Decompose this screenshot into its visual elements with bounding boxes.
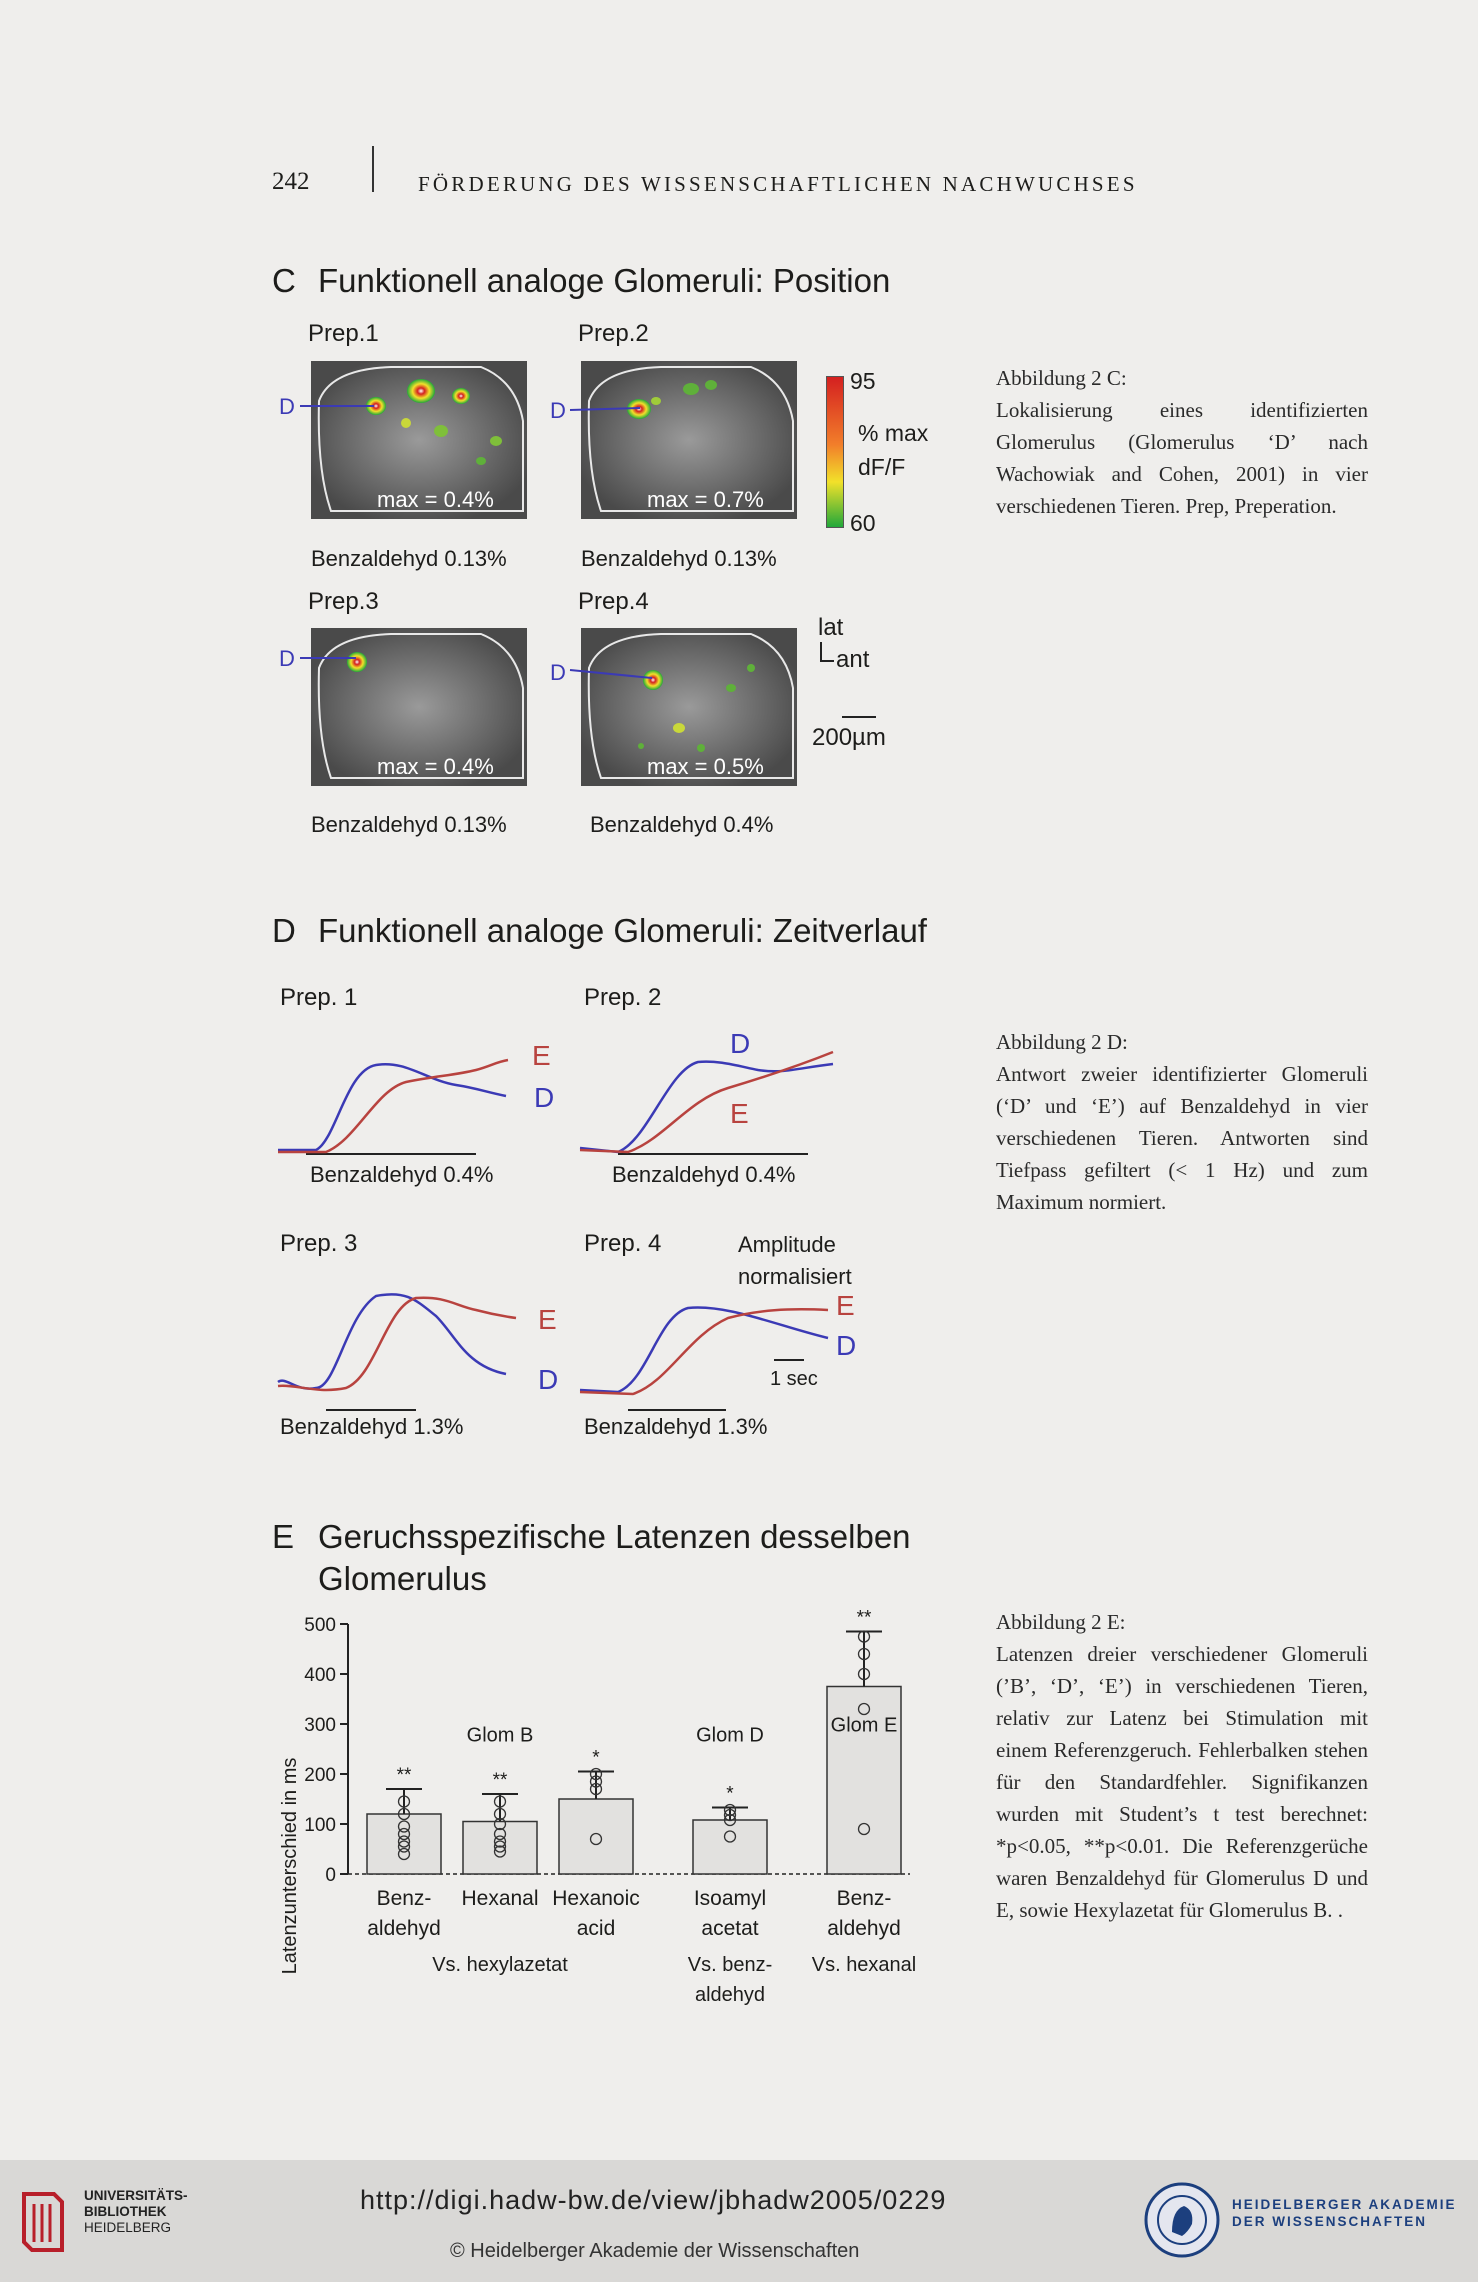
legend-d: D <box>538 1364 559 1395</box>
significance-label: ** <box>492 1770 508 1791</box>
trace-panel-1 <box>276 1030 546 1160</box>
section-d-title <box>272 912 927 950</box>
amplitude-label-1: Amplitude <box>738 1232 836 1257</box>
group-label: Glom D <box>696 1724 764 1747</box>
section-c-title <box>272 262 890 300</box>
category-label-line: Isoamyl <box>693 1887 767 1910</box>
group-label: Glom E <box>830 1714 898 1737</box>
academy-name <box>1232 2196 1457 2230</box>
legend-e: E <box>730 1098 749 1129</box>
library-logo-icon <box>14 2190 72 2256</box>
page-number: 242 <box>272 168 310 195</box>
scale-bar-line <box>842 716 876 718</box>
y-tick-label: 0 <box>325 1865 336 1886</box>
section-e-letter: E <box>272 1518 295 1555</box>
section-e-heading-1: Geruchsspezifische Latenzen desselben <box>318 1518 911 1555</box>
glom-label-d: D <box>550 398 566 423</box>
y-axis-label: Latenzunterschied in ms <box>279 1757 301 1975</box>
orientation-arrow-vertical <box>820 642 822 662</box>
comparison-label-line: Vs. hexylazetat <box>432 1954 568 1976</box>
category-label-line: aldehyd <box>827 1917 901 1940</box>
y-tick-label: 400 <box>304 1665 336 1686</box>
trace-e <box>580 1052 833 1152</box>
prep-label-c4: Prep.4 <box>578 588 649 615</box>
colorbar-min: 60 <box>850 510 876 536</box>
trace-panel-4 <box>578 1276 858 1416</box>
legend-d: D <box>730 1028 751 1059</box>
significance-label: ** <box>856 1607 872 1629</box>
y-tick-label: 500 <box>304 1615 336 1636</box>
heatmap-max-label: max = 0.7% <box>647 487 764 512</box>
glom-label-d: D <box>550 660 566 685</box>
prep-label-d4: Prep. 4 <box>584 1230 662 1257</box>
category-label-line: Benz- <box>376 1887 432 1910</box>
prep-label-d2: Prep. 2 <box>584 984 662 1011</box>
prep-label-d1: Prep. 1 <box>280 984 358 1011</box>
stimulus-label-c2: Benzaldehyd 0.13% <box>581 546 777 571</box>
significance-label: * <box>592 1747 600 1769</box>
legend-e: E <box>836 1290 855 1321</box>
trace-e <box>278 1060 508 1152</box>
glom-label-d: D <box>279 646 295 671</box>
category-label <box>660 1884 800 1944</box>
colorbar-max: 95 <box>850 368 876 394</box>
stimulus-label-c4: Benzaldehyd 0.4% <box>590 812 774 837</box>
trace-panel-3 <box>276 1276 546 1416</box>
caption-d <box>996 1026 1368 1218</box>
academy-name-1: HEIDELBERGER AKADEMIE <box>1232 2197 1457 2212</box>
category-label-line: Hexanoic <box>552 1887 640 1910</box>
scale-bar-label: 200µm <box>812 724 886 751</box>
orientation-ant: ant <box>836 646 870 673</box>
comparison-label-line: aldehyd <box>694 1984 766 2006</box>
legend-d: D <box>836 1330 857 1361</box>
category-label <box>794 1884 934 1944</box>
glom-label-d: D <box>279 394 295 419</box>
source-url-link[interactable]: http://digi.hadw-bw.de/view/jbhadw2005/0229 <box>360 2185 947 2215</box>
significance-label: * <box>726 1783 734 1805</box>
comparison-label-line: Vs. benz- <box>687 1954 773 1976</box>
section-d-heading: Funktionell analoge Glomeruli: Zeitverlauf <box>318 912 927 949</box>
stimulus-label-d2: Benzaldehyd 0.4% <box>612 1162 796 1187</box>
section-c-heading: Funktionell analoge Glomeruli: Position <box>318 262 891 299</box>
legend-e: E <box>532 1040 551 1071</box>
stimulus-label-d4: Benzaldehyd 1.3% <box>584 1414 768 1439</box>
amplitude-label-2: normalisiert <box>738 1264 852 1289</box>
category-label-line: Benz- <box>836 1887 892 1910</box>
caption-d-title: Abbildung 2 D: <box>996 1030 1128 1054</box>
group-label: Glom B <box>466 1724 534 1747</box>
category-label-line: Hexanal <box>461 1887 539 1910</box>
category-label-line: acid <box>576 1917 616 1940</box>
y-tick-label: 100 <box>304 1815 336 1836</box>
time-scale-label: 1 sec <box>770 1368 818 1390</box>
heatmap-max-label: max = 0.4% <box>377 754 494 779</box>
orientation-lat: lat <box>818 614 844 641</box>
library-name-2: BIBLIOTHEK <box>84 2204 167 2219</box>
bar <box>559 1799 633 1874</box>
prep-label-c1: Prep.1 <box>308 320 379 347</box>
comparison-label-line: Vs. hexanal <box>811 1954 917 1976</box>
library-name-1: UNIVERSITÄTS- <box>84 2188 188 2203</box>
colorbar <box>826 376 844 528</box>
academy-name-2: DER WISSENSCHAFTEN <box>1232 2214 1428 2229</box>
colorbar-unit-2: dF/F <box>858 454 906 480</box>
library-name-3: HEIDELBERG <box>84 2220 172 2235</box>
section-e-heading-2: Glomerulus <box>318 1560 487 1597</box>
orientation-arrow-horizontal <box>820 660 834 662</box>
significance-label: ** <box>396 1765 412 1786</box>
category-label-line: aldehyd <box>367 1917 441 1940</box>
trace-e <box>278 1298 516 1390</box>
prep-label-c3: Prep.3 <box>308 588 379 615</box>
stimulus-label-d1: Benzaldehyd 0.4% <box>310 1162 494 1187</box>
trace-panel-2 <box>578 1030 848 1160</box>
heatmap-max-label: max = 0.4% <box>377 487 494 512</box>
header-divider <box>372 146 374 192</box>
section-d-letter: D <box>272 912 296 949</box>
category-label <box>526 1884 666 1944</box>
stimulus-label-d3: Benzaldehyd 1.3% <box>280 1414 464 1439</box>
caption-c-title: Abbildung 2 C: <box>996 366 1127 390</box>
caption-d-text: Antwort zweier identifizierter Glomeruli (‘D’ und ‘E’) auf Benzaldehyd in vier verschiedenen Tieren. Antworten sind Tiefpass gefiltert (< 1 Hz) und zum Maximum normiert. <box>996 1062 1368 1214</box>
caption-c <box>996 362 1368 522</box>
comparison-label <box>779 1950 949 1980</box>
colorbar-unit-1: % max <box>858 420 929 446</box>
legend-d: D <box>534 1082 555 1113</box>
caption-e-title: Abbildung 2 E: <box>996 1610 1126 1634</box>
stimulus-label-c1: Benzaldehyd 0.13% <box>311 546 507 571</box>
comparison-label <box>415 1950 585 1980</box>
section-c-letter: C <box>272 262 296 299</box>
caption-e <box>996 1606 1368 1926</box>
stimulus-label-c3: Benzaldehyd 0.13% <box>311 812 507 837</box>
library-name <box>84 2188 188 2236</box>
y-tick-label: 200 <box>304 1765 336 1786</box>
copyright-text: © Heidelberger Akademie der Wissenschaften <box>450 2240 860 2262</box>
academy-seal-icon <box>1142 2180 1222 2260</box>
bar <box>367 1814 441 1874</box>
heatmap-max-label: max = 0.5% <box>647 754 764 779</box>
category-label-line: acetat <box>701 1917 759 1940</box>
section-e-title <box>272 1516 911 1600</box>
prep-label-d3: Prep. 3 <box>280 1230 358 1257</box>
y-tick-label: 300 <box>304 1715 336 1736</box>
prep-label-c2: Prep.2 <box>578 320 649 347</box>
caption-e-text: Latenzen dreier verschiedener Glomeruli (’B’, ‘D’, ‘E’) in verschiedenen Tieren, relativ zur Latenz bei Stimulation mit einem Referenzgeruch. Fehlerbalken stehen für den Standardfehler. Signifikanzen wurden mit Student’s t test berechnet: *p<0.05, **p<0.01. Die Referenzgerüche waren Benzaldehyd für Glomerulus D und E, sowie Hexylazetat für Glomerulus B. . <box>996 1642 1368 1922</box>
caption-c-text: Lokalisierung eines identifizierten Glomerulus (Glomerulus ‘D’ nach Wachowiak and Cohen, 2001) in vier verschiedenen Tieren. Prep, Preperation. <box>996 398 1368 518</box>
bar <box>693 1820 767 1874</box>
trace-d <box>278 1064 506 1150</box>
running-head: FÖRDERUNG DES WISSENSCHAFTLICHEN NACHWUCHSES <box>418 172 1138 196</box>
legend-e: E <box>538 1304 557 1335</box>
trace-d <box>580 1062 833 1152</box>
